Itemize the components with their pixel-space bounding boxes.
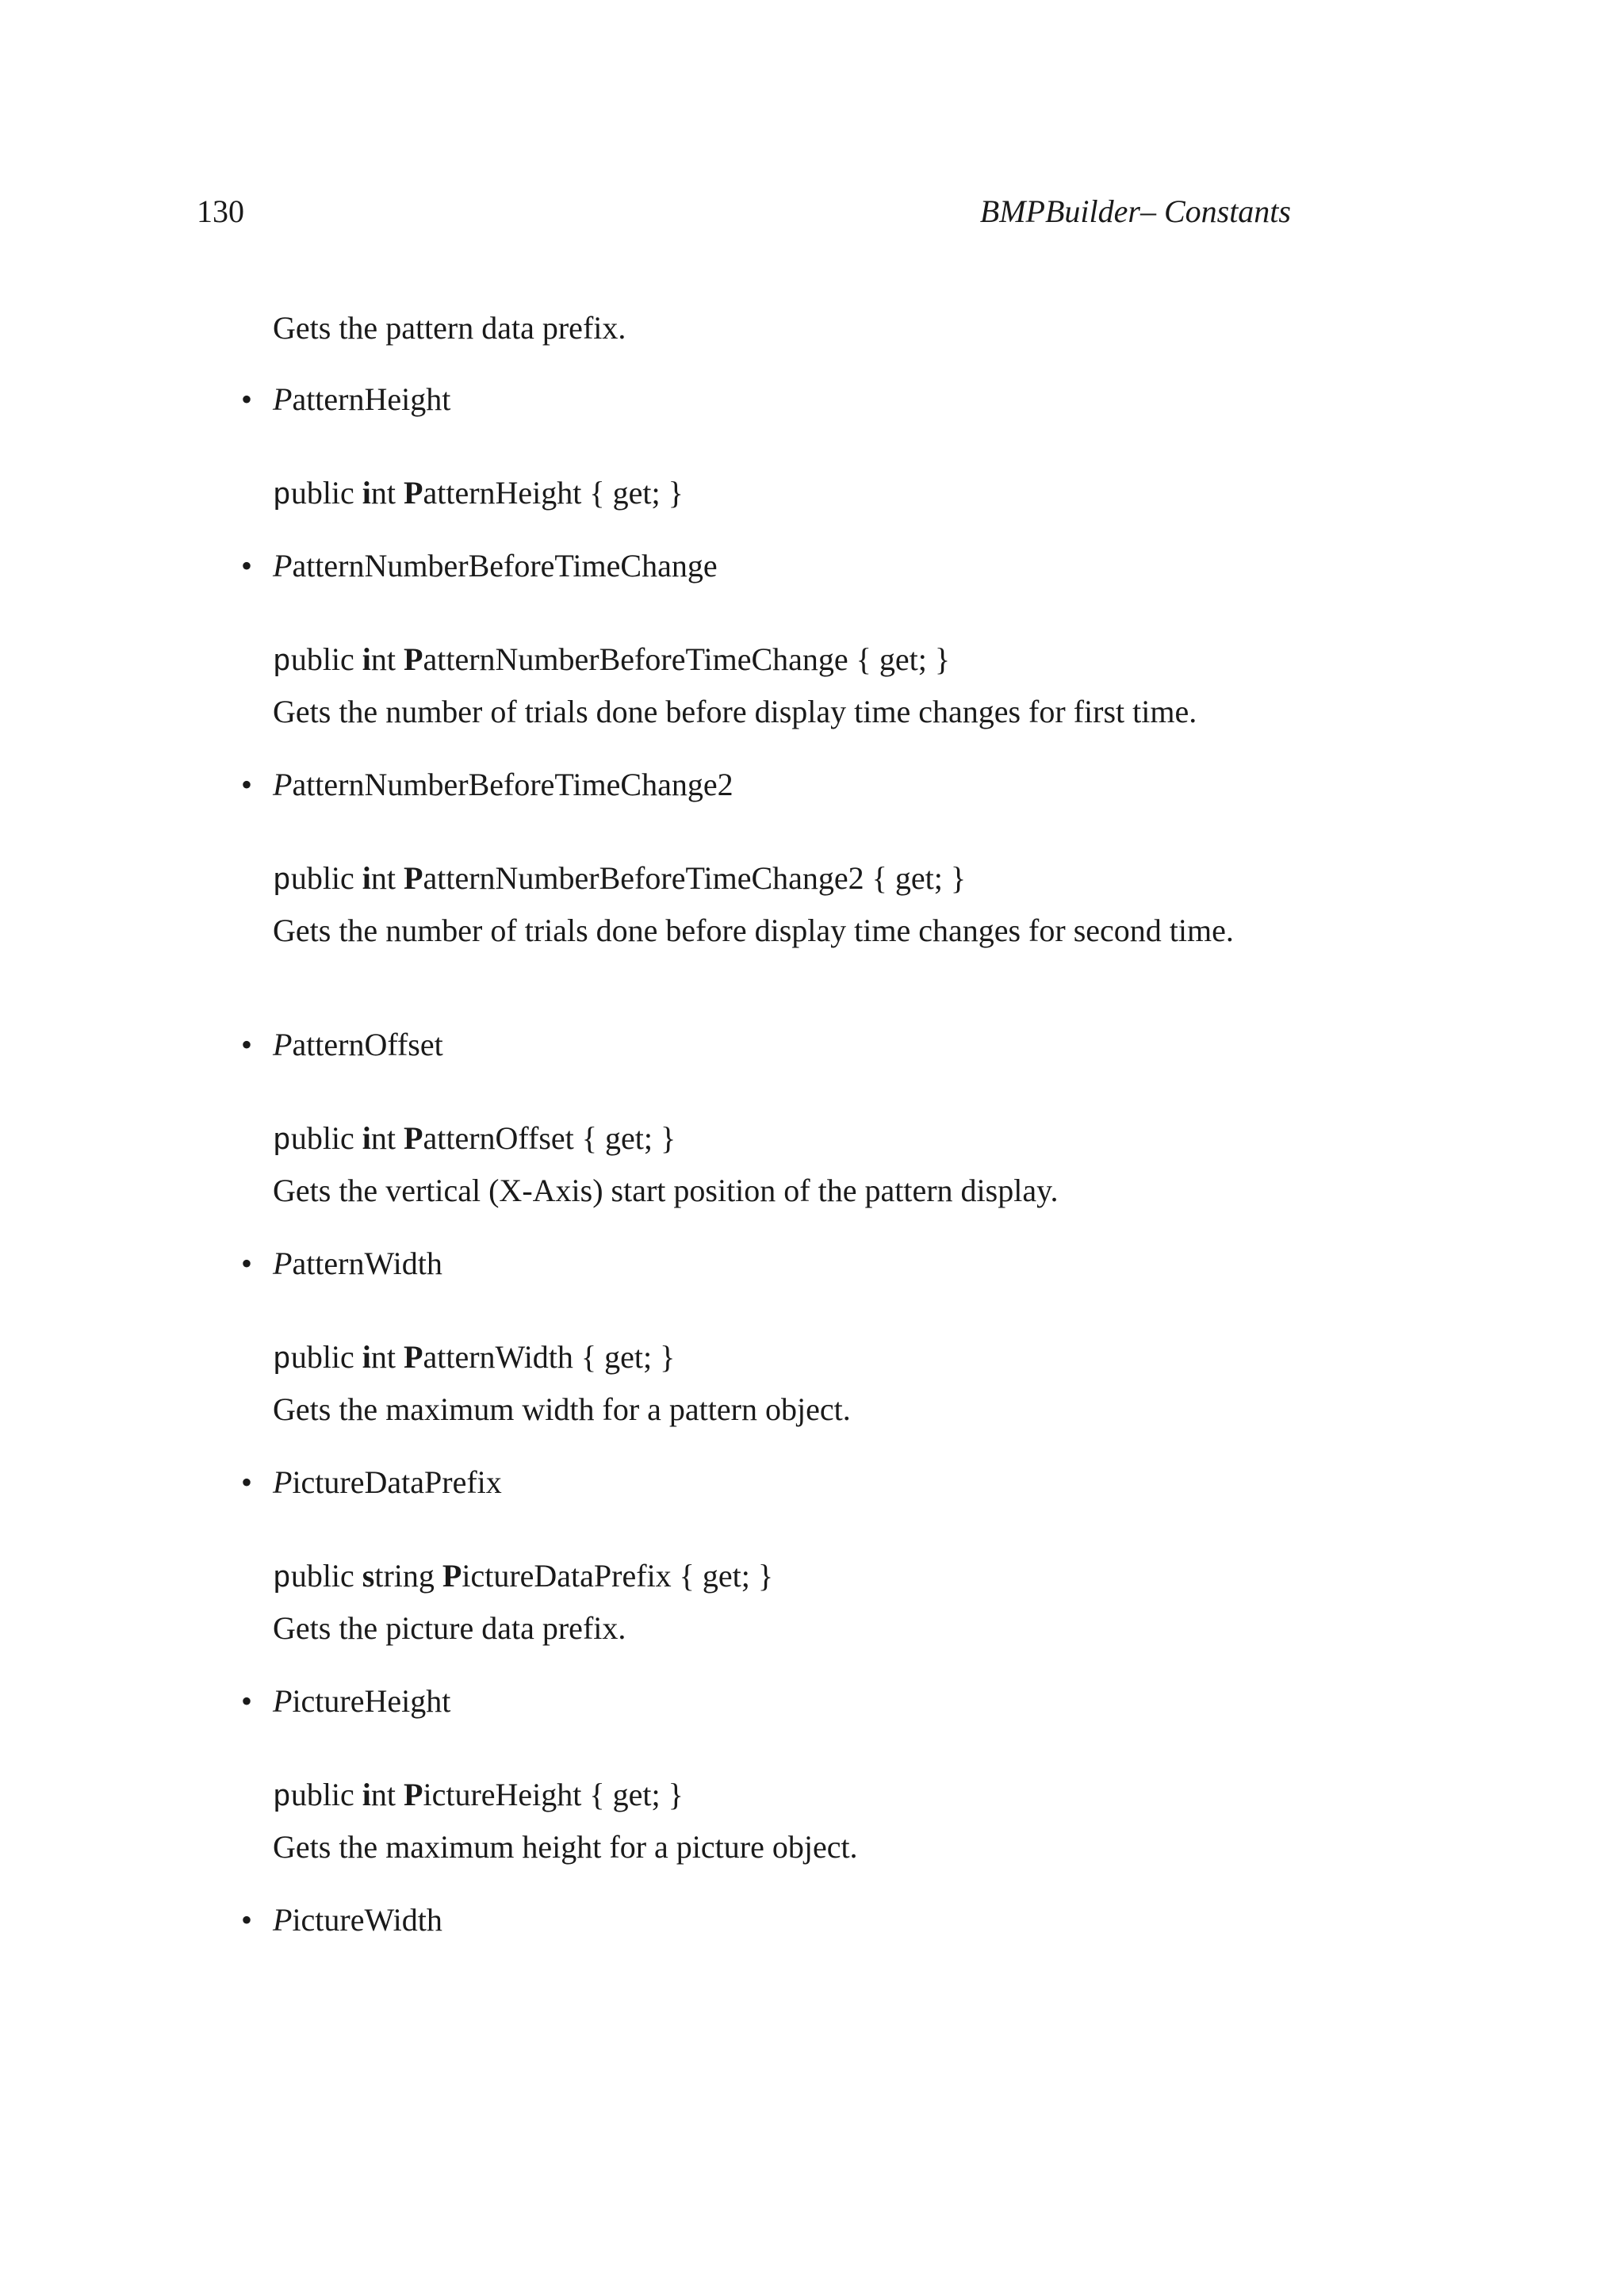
entry-signature: public int PatternHeight { get; }	[273, 475, 684, 513]
entry-name: PatternOffset	[273, 1027, 443, 1062]
entry-name: PatternHeight	[273, 381, 451, 417]
entry-description: Gets the maximum height for a picture object.	[273, 1829, 858, 1865]
page-number: 130	[197, 193, 244, 229]
entry-name: PatternWidth	[273, 1246, 442, 1281]
entry-signature: public int PatternWidth { get; }	[273, 1339, 676, 1377]
intro-description: Gets the pattern data prefix.	[273, 310, 626, 346]
entry-signature: public int PatternNumberBeforeTimeChange2 { get; }	[273, 860, 967, 898]
entry-signature: public int PictureHeight { get; }	[273, 1777, 684, 1815]
entry-description: Gets the vertical (X-Axis) start position of the pattern display.	[273, 1173, 1059, 1208]
bullet: •	[241, 1464, 253, 1500]
entry-signature: public int PatternNumberBeforeTimeChange { get; }	[273, 641, 951, 679]
entry-signature: public string PictureDataPrefix { get; }	[273, 1558, 774, 1596]
bullet: •	[241, 548, 253, 584]
bullet: •	[241, 1902, 253, 1938]
entry-name: PatternNumberBeforeTimeChange2	[273, 767, 733, 802]
bullet: •	[241, 767, 253, 802]
bullet: •	[241, 1246, 253, 1281]
entry-description: Gets the maximum width for a pattern object.	[273, 1391, 851, 1427]
entry-name: PictureWidth	[273, 1902, 442, 1938]
running-head: BMPBuilder– Constants	[979, 193, 1291, 229]
bullet: •	[241, 381, 253, 417]
entry-signature: public int PatternOffset { get; }	[273, 1120, 676, 1158]
entry-description: Gets the picture data prefix.	[273, 1610, 626, 1646]
bullet: •	[241, 1027, 253, 1062]
entry-name: PatternNumberBeforeTimeChange	[273, 548, 718, 584]
entry-description: Gets the number of trials done before display time changes for first time.	[273, 694, 1197, 729]
entry-name: PictureDataPrefix	[273, 1464, 502, 1500]
bullet: •	[241, 1683, 253, 1719]
entry-name: PictureHeight	[273, 1683, 451, 1719]
entry-description: Gets the number of trials done before display time changes for second time.	[273, 913, 1234, 948]
